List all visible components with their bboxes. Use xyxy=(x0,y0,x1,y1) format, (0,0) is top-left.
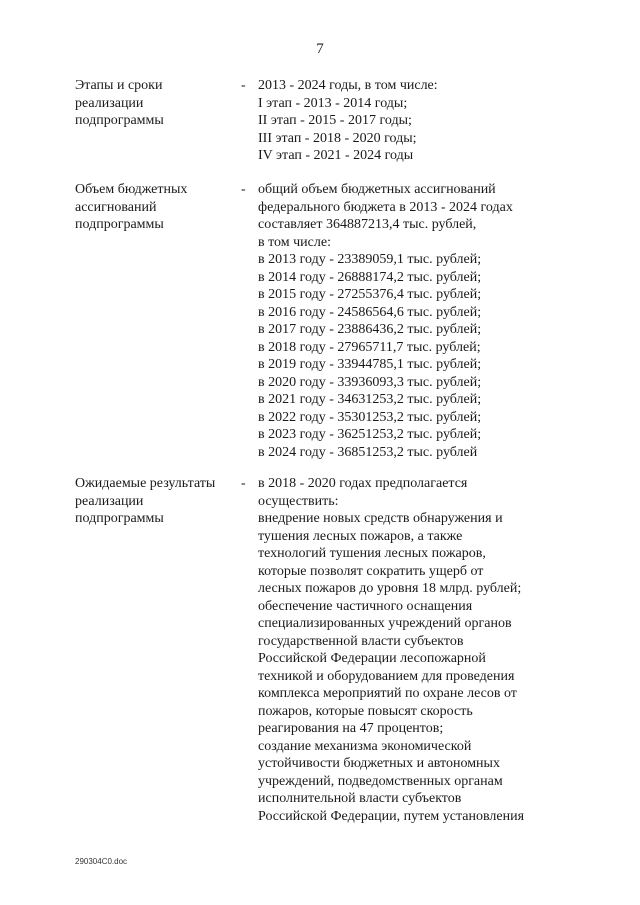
value-line: исполнительной власти субъектов xyxy=(258,791,462,806)
value-line: обеспечение частичного оснащения xyxy=(258,598,473,614)
value-line: техникой и оборудованием для проведения xyxy=(258,668,515,684)
value-line: в 2024 году - 36851253,2 тыс. рублей xyxy=(258,444,478,460)
value-line: 2013 - 2024 годы, в том числе: xyxy=(258,78,438,93)
value-line: комплекса мероприятий по охране лесов от xyxy=(258,686,517,701)
section-label xyxy=(75,77,235,130)
section-value xyxy=(258,77,588,165)
value-line: в 2018 - 2020 годах предполагается xyxy=(258,476,468,491)
page-number: 7 xyxy=(316,41,324,57)
label-line: реализации xyxy=(75,95,144,111)
value-line: II этап - 2015 - 2017 годы; xyxy=(258,113,412,128)
value-line: в 2014 году - 26888174,2 тыс. рублей; xyxy=(258,269,482,285)
value-line: устойчивости бюджетных и автономных xyxy=(258,756,500,771)
value-line: в 2021 году - 34631253,2 тыс. рублей; xyxy=(258,392,482,407)
label-line: подпрограммы xyxy=(75,511,164,526)
value-line: осуществить: xyxy=(258,493,339,509)
value-line: лесных пожаров до уровня 18 млрд. рублей; xyxy=(258,581,522,596)
footer-doc-code: 290304C0.doc xyxy=(75,857,128,866)
value-line: в 2016 году - 24586564,6 тыс. рублей; xyxy=(258,304,482,320)
label-line: Ожидаемые результаты xyxy=(75,476,216,491)
value-line: специализированных учреждений органов xyxy=(258,616,512,631)
value-line: пожаров, которые повысят скорость xyxy=(258,703,473,719)
value-line: реагирования на 47 процентов; xyxy=(258,721,444,736)
section-dash: - xyxy=(241,182,246,197)
section-label xyxy=(75,475,235,528)
value-line: в 2022 году - 35301253,2 тыс. рублей; xyxy=(258,409,482,425)
section-label xyxy=(75,181,235,234)
label-line: ассигнований xyxy=(75,199,157,215)
value-line: в 2019 году - 33944785,1 тыс. рублей; xyxy=(258,357,482,372)
section-dash: - xyxy=(241,476,246,491)
label-line: подпрограммы xyxy=(75,217,164,232)
label-line: Объем бюджетных xyxy=(75,182,188,197)
value-line: в 2017 году - 23886436,2 тыс. рублей; xyxy=(258,322,482,337)
value-line: III этап - 2018 - 2020 годы; xyxy=(258,130,417,146)
value-line: федерального бюджета в 2013 - 2024 годах xyxy=(258,199,513,215)
value-line: государственной власти субъектов xyxy=(258,633,464,649)
value-line: в 2020 году - 33936093,3 тыс. рублей; xyxy=(258,374,482,390)
value-line: в 2013 году - 23389059,1 тыс. рублей; xyxy=(258,252,482,267)
value-line: в 2018 году - 27965711,7 тыс. рублей; xyxy=(258,339,481,355)
value-line: создание механизма экономической xyxy=(258,738,472,754)
label-line: реализации xyxy=(75,493,144,509)
value-line: общий объем бюджетных ассигнований xyxy=(258,182,496,197)
value-line: в 2015 году - 27255376,4 тыс. рублей; xyxy=(258,287,482,302)
value-line: в 2023 году - 36251253,2 тыс. рублей; xyxy=(258,427,482,442)
value-line: которые позволят сократить ущерб от xyxy=(258,563,484,579)
value-line: тушения лесных пожаров, а также xyxy=(258,528,463,544)
value-line: Российской Федерации, путем установления xyxy=(258,808,525,824)
value-line: в том числе: xyxy=(258,234,331,250)
value-line: I этап - 2013 - 2014 годы; xyxy=(258,95,408,111)
value-line: составляет 364887213,4 тыс. рублей, xyxy=(258,217,477,232)
section-dash: - xyxy=(241,78,246,93)
label-line: Этапы и сроки xyxy=(75,78,163,93)
label-line: подпрограммы xyxy=(75,113,164,128)
section-value xyxy=(258,475,588,825)
value-line: IV этап - 2021 - 2024 годы xyxy=(258,148,414,163)
value-line: учреждений, подведомственных органам xyxy=(258,773,503,789)
section-value xyxy=(258,181,588,461)
value-line: Российской Федерации лесопожарной xyxy=(258,651,486,666)
value-line: технологий тушения лесных пожаров, xyxy=(258,546,486,561)
value-line: внедрение новых средств обнаружения и xyxy=(258,511,503,526)
